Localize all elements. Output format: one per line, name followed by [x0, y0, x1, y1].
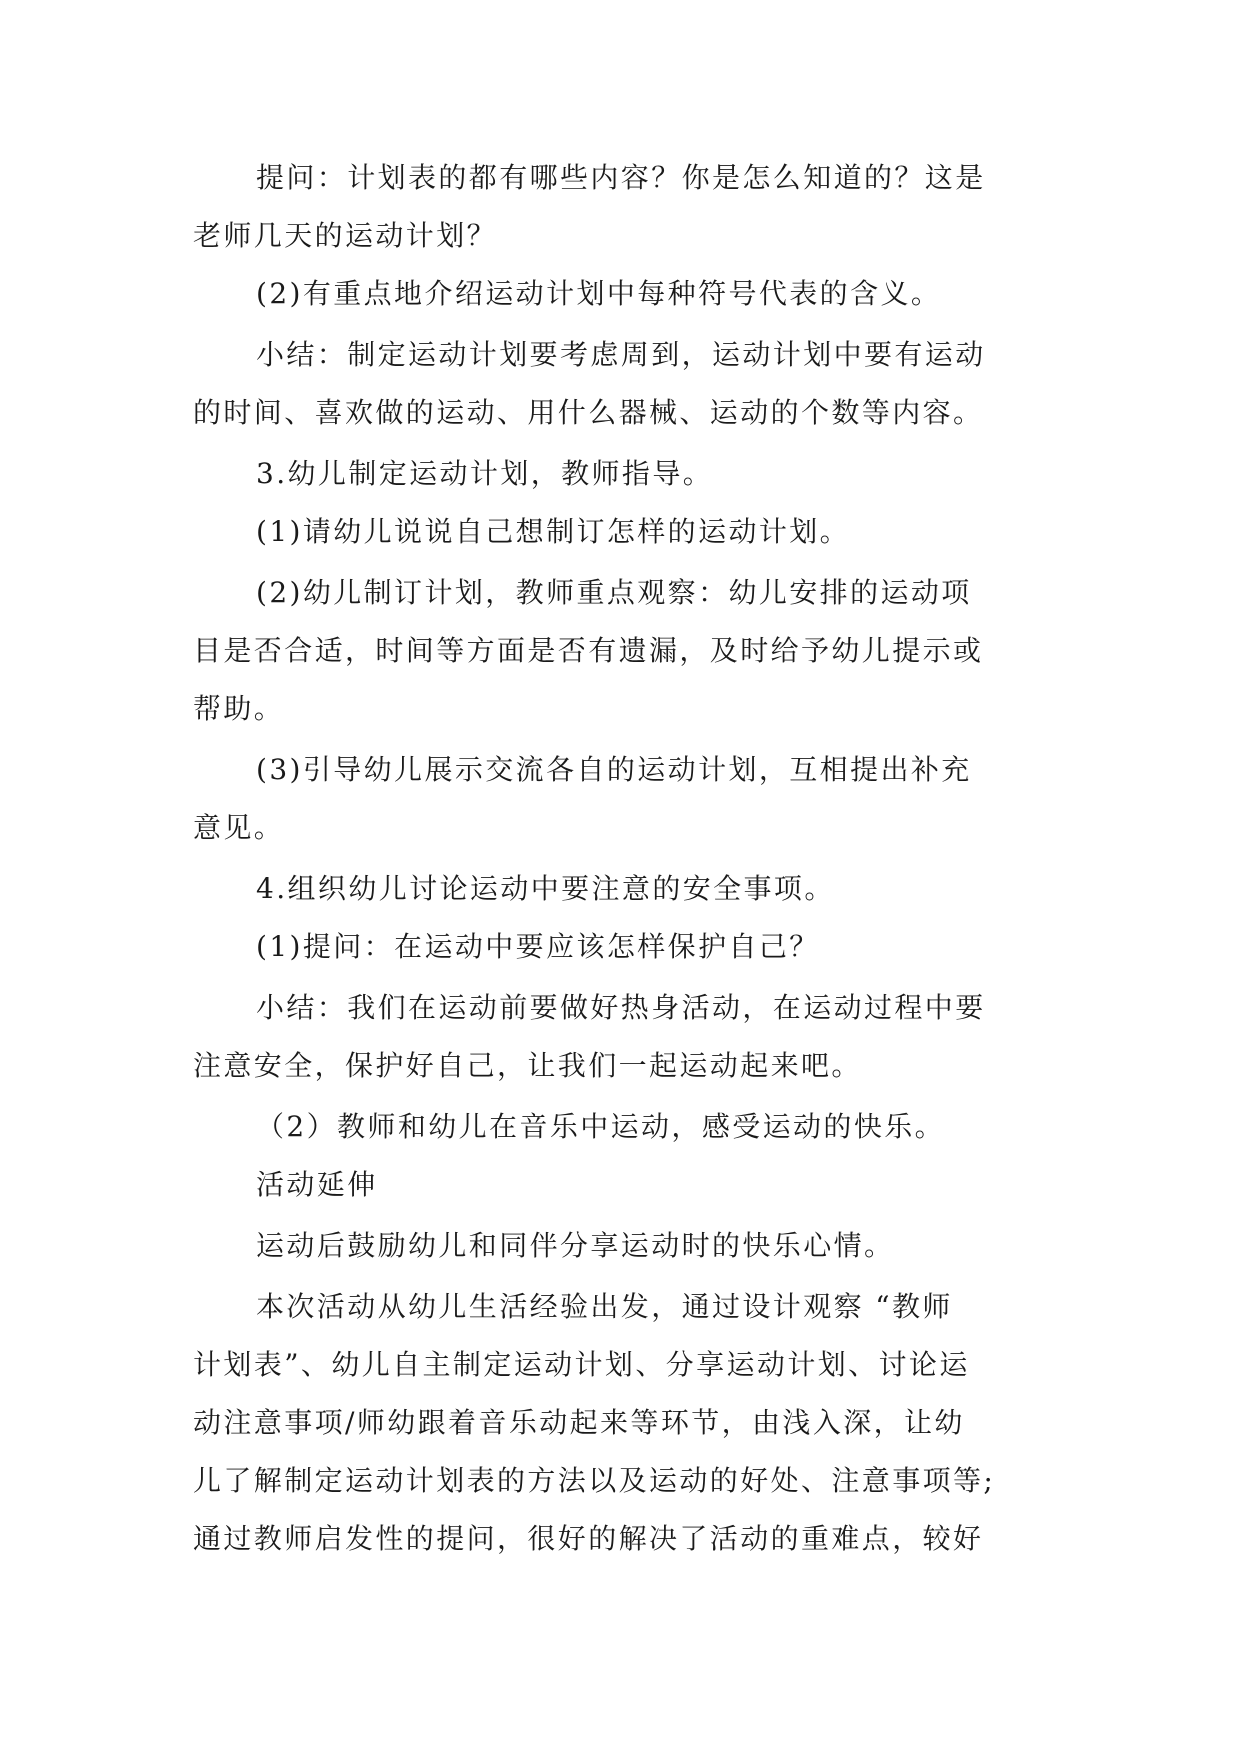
text-line: 儿了解制定运动计划表的方法以及运动的好处、注意事项等; — [193, 1464, 996, 1497]
body-text — [193, 158, 1053, 1559]
text-line: 4.组织幼儿讨论运动中要注意的安全事项。 — [256, 872, 835, 905]
text-line: 意见。 — [193, 811, 285, 844]
text-line: 小结：我们在运动前要做好热身活动，在运动过程中要 — [256, 991, 986, 1024]
text-line: 提问：计划表的都有哪些内容？你是怎么知道的？这是 — [256, 161, 986, 194]
text-line: 活动延伸 — [256, 1168, 378, 1201]
text-line: (1)请幼儿说说自己想制订怎样的运动计划。 — [256, 515, 851, 548]
text-line: 通过教师启发性的提问，很好的解决了活动的重难点，较好 — [193, 1522, 984, 1555]
text-line: 注意安全，保护好自己，让我们一起运动起来吧。 — [193, 1049, 862, 1082]
text-line: 的时间、喜欢做的运动、用什么器械、运动的个数等内容。 — [193, 396, 984, 429]
text-line: 本次活动从幼儿生活经验出发，通过设计观察 “教师 — [256, 1290, 953, 1323]
text-line: (2)幼儿制订计划，教师重点观察：幼儿安排的运动项 — [256, 576, 972, 609]
text-line: （2）教师和幼儿在音乐中运动，感受运动的快乐。 — [256, 1110, 946, 1143]
text-line: 小结：制定运动计划要考虑周到，运动计划中要有运动 — [256, 338, 986, 371]
text-line: (3)引导幼儿展示交流各自的运动计划，互相提出补充 — [256, 753, 972, 786]
text-line: 老师几天的运动计划？ — [193, 219, 498, 252]
text-line: (2)有重点地介绍运动计划中每种符号代表的含义。 — [256, 277, 942, 310]
text-line: 动注意事项/师幼跟着音乐动起来等环节，由浅入深，让幼 — [193, 1406, 965, 1439]
text-line: 目是否合适，时间等方面是否有遗漏，及时给予幼儿提示或 — [193, 634, 984, 667]
text-line: 3.幼儿制定运动计划，教师指导。 — [256, 457, 714, 490]
text-line: 帮助。 — [193, 692, 285, 725]
text-line: 计划表”、幼儿自主制定运动计划、分享运动计划、讨论运 — [193, 1348, 970, 1381]
text-line: (1)提问：在运动中要应该怎样保护自己？ — [256, 930, 820, 963]
text-line: 运动后鼓励幼儿和同伴分享运动时的快乐心情。 — [256, 1229, 895, 1262]
